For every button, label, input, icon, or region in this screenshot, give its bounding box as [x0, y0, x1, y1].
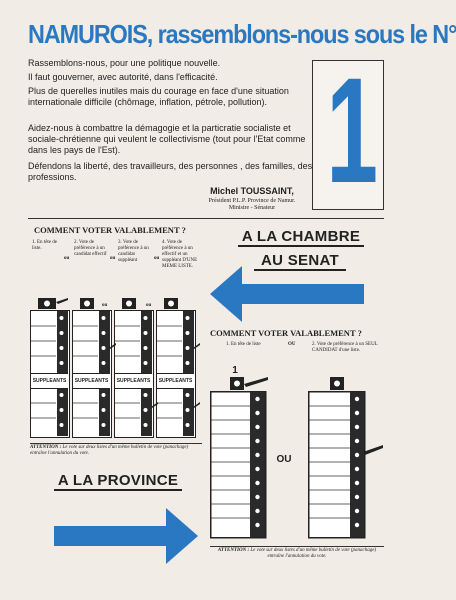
chambre-ou-2: ou	[110, 256, 116, 261]
signature-name: Michel TOUSSAINT,	[210, 186, 294, 196]
arrow-right-icon	[54, 506, 198, 566]
ballot-3-suppleants: SUPPLEANTS	[115, 373, 152, 389]
chambre-ou-3: ou	[154, 256, 160, 261]
section-divider	[28, 218, 384, 219]
chambre-option-3: 3. Vote de préférence à un candidat suppléant	[118, 240, 149, 263]
chambre-attention-label: ATTENTION :	[30, 445, 62, 450]
ballot-2-suppleants: SUPPLEANTS	[73, 373, 110, 389]
svg-text:ou: ou	[146, 303, 152, 308]
heading-chambre: A LA CHAMBRE	[238, 228, 364, 247]
heading-senat: AU SENAT	[254, 252, 346, 271]
province-how-title: COMMENT VOTER VALABLEMENT ?	[210, 328, 362, 338]
province-option-1: 1. En tête de liste	[226, 342, 261, 347]
ballot-1-suppleants: SUPPLEANTS	[31, 373, 68, 389]
intro-line-5: Défendons la liberté, des travailleurs, des personnes , des familles, des professions.	[28, 161, 313, 182]
province-ou-small: OU	[288, 342, 296, 347]
chambre-ballots	[30, 296, 202, 438]
page-title: NAMUROIS, rassemblons-nous sous le N°	[28, 19, 456, 49]
chambre-how-title: COMMENT VOTER VALABLEMENT ?	[34, 225, 186, 235]
ballot-headers	[30, 296, 202, 310]
chambre-option-2: 2. Vote de préférence à un candidat effectif	[74, 240, 107, 257]
province-attention-text: Le vote sur deux listes d'un même bulletin de vote (panachage) entraîne l'annulation du vote.	[250, 548, 377, 559]
arrow-left-icon	[210, 264, 364, 324]
intro-line-2: Il faut gouverner, avec autorité, dans l'efficacité.	[28, 72, 218, 82]
province-ballot-1	[210, 366, 270, 540]
province-ballot-2	[308, 366, 384, 540]
province-ballot-2-drawing	[308, 376, 384, 540]
province-attention	[210, 546, 384, 560]
province-ballot-1-number: 1	[232, 365, 238, 376]
intro-line-4: Aidez-nous à combattre la démagogie et la particratie socialiste et sociale-chrétienne qui veulent le collectivisme (tout pour l'Etat comme dans les pays de l'Est).	[28, 123, 306, 155]
chambre-option-1: 1. En tête de liste.	[32, 240, 57, 251]
province-attention-label: ATTENTION :	[217, 548, 250, 553]
signature-role-1: Président P.L.P. Province de Namur.	[208, 198, 296, 204]
province-option-2: 2. Vote de préférence à un SEUL CANDIDAT d'une liste.	[312, 342, 378, 353]
ballot-grid	[30, 310, 202, 438]
province-ballot-1-drawing	[210, 376, 270, 540]
number-box	[312, 46, 384, 214]
heading-province: A LA PROVINCE	[54, 472, 182, 491]
signature-role-2: Ministre - Sénateur	[228, 205, 276, 211]
svg-text:ou: ou	[102, 303, 108, 308]
ballot-4-suppleants: SUPPLEANTS	[157, 373, 194, 389]
intro-line-3: Plus de querelles inutiles mais du courage en face d'une situation internationale difficile (chômage, inflation, pétrole, pollution).	[28, 86, 289, 107]
intro-line-1: Rassemblons-nous, pour une politique nouvelle.	[28, 58, 221, 68]
chambre-option-4: 4. Vote de préférence à un effectif et un suppléant D'UNE MEME LISTE.	[162, 240, 198, 269]
chambre-attention-text: Le vote sur deux listes d'un même bulletin de vote (panachage) entraîne l'annulation du vote.	[30, 445, 189, 456]
chambre-ou-1: ou	[64, 256, 70, 261]
big-number-one: 1	[326, 46, 379, 214]
chambre-attention	[30, 443, 202, 457]
province-ou-big: OU	[276, 454, 292, 465]
